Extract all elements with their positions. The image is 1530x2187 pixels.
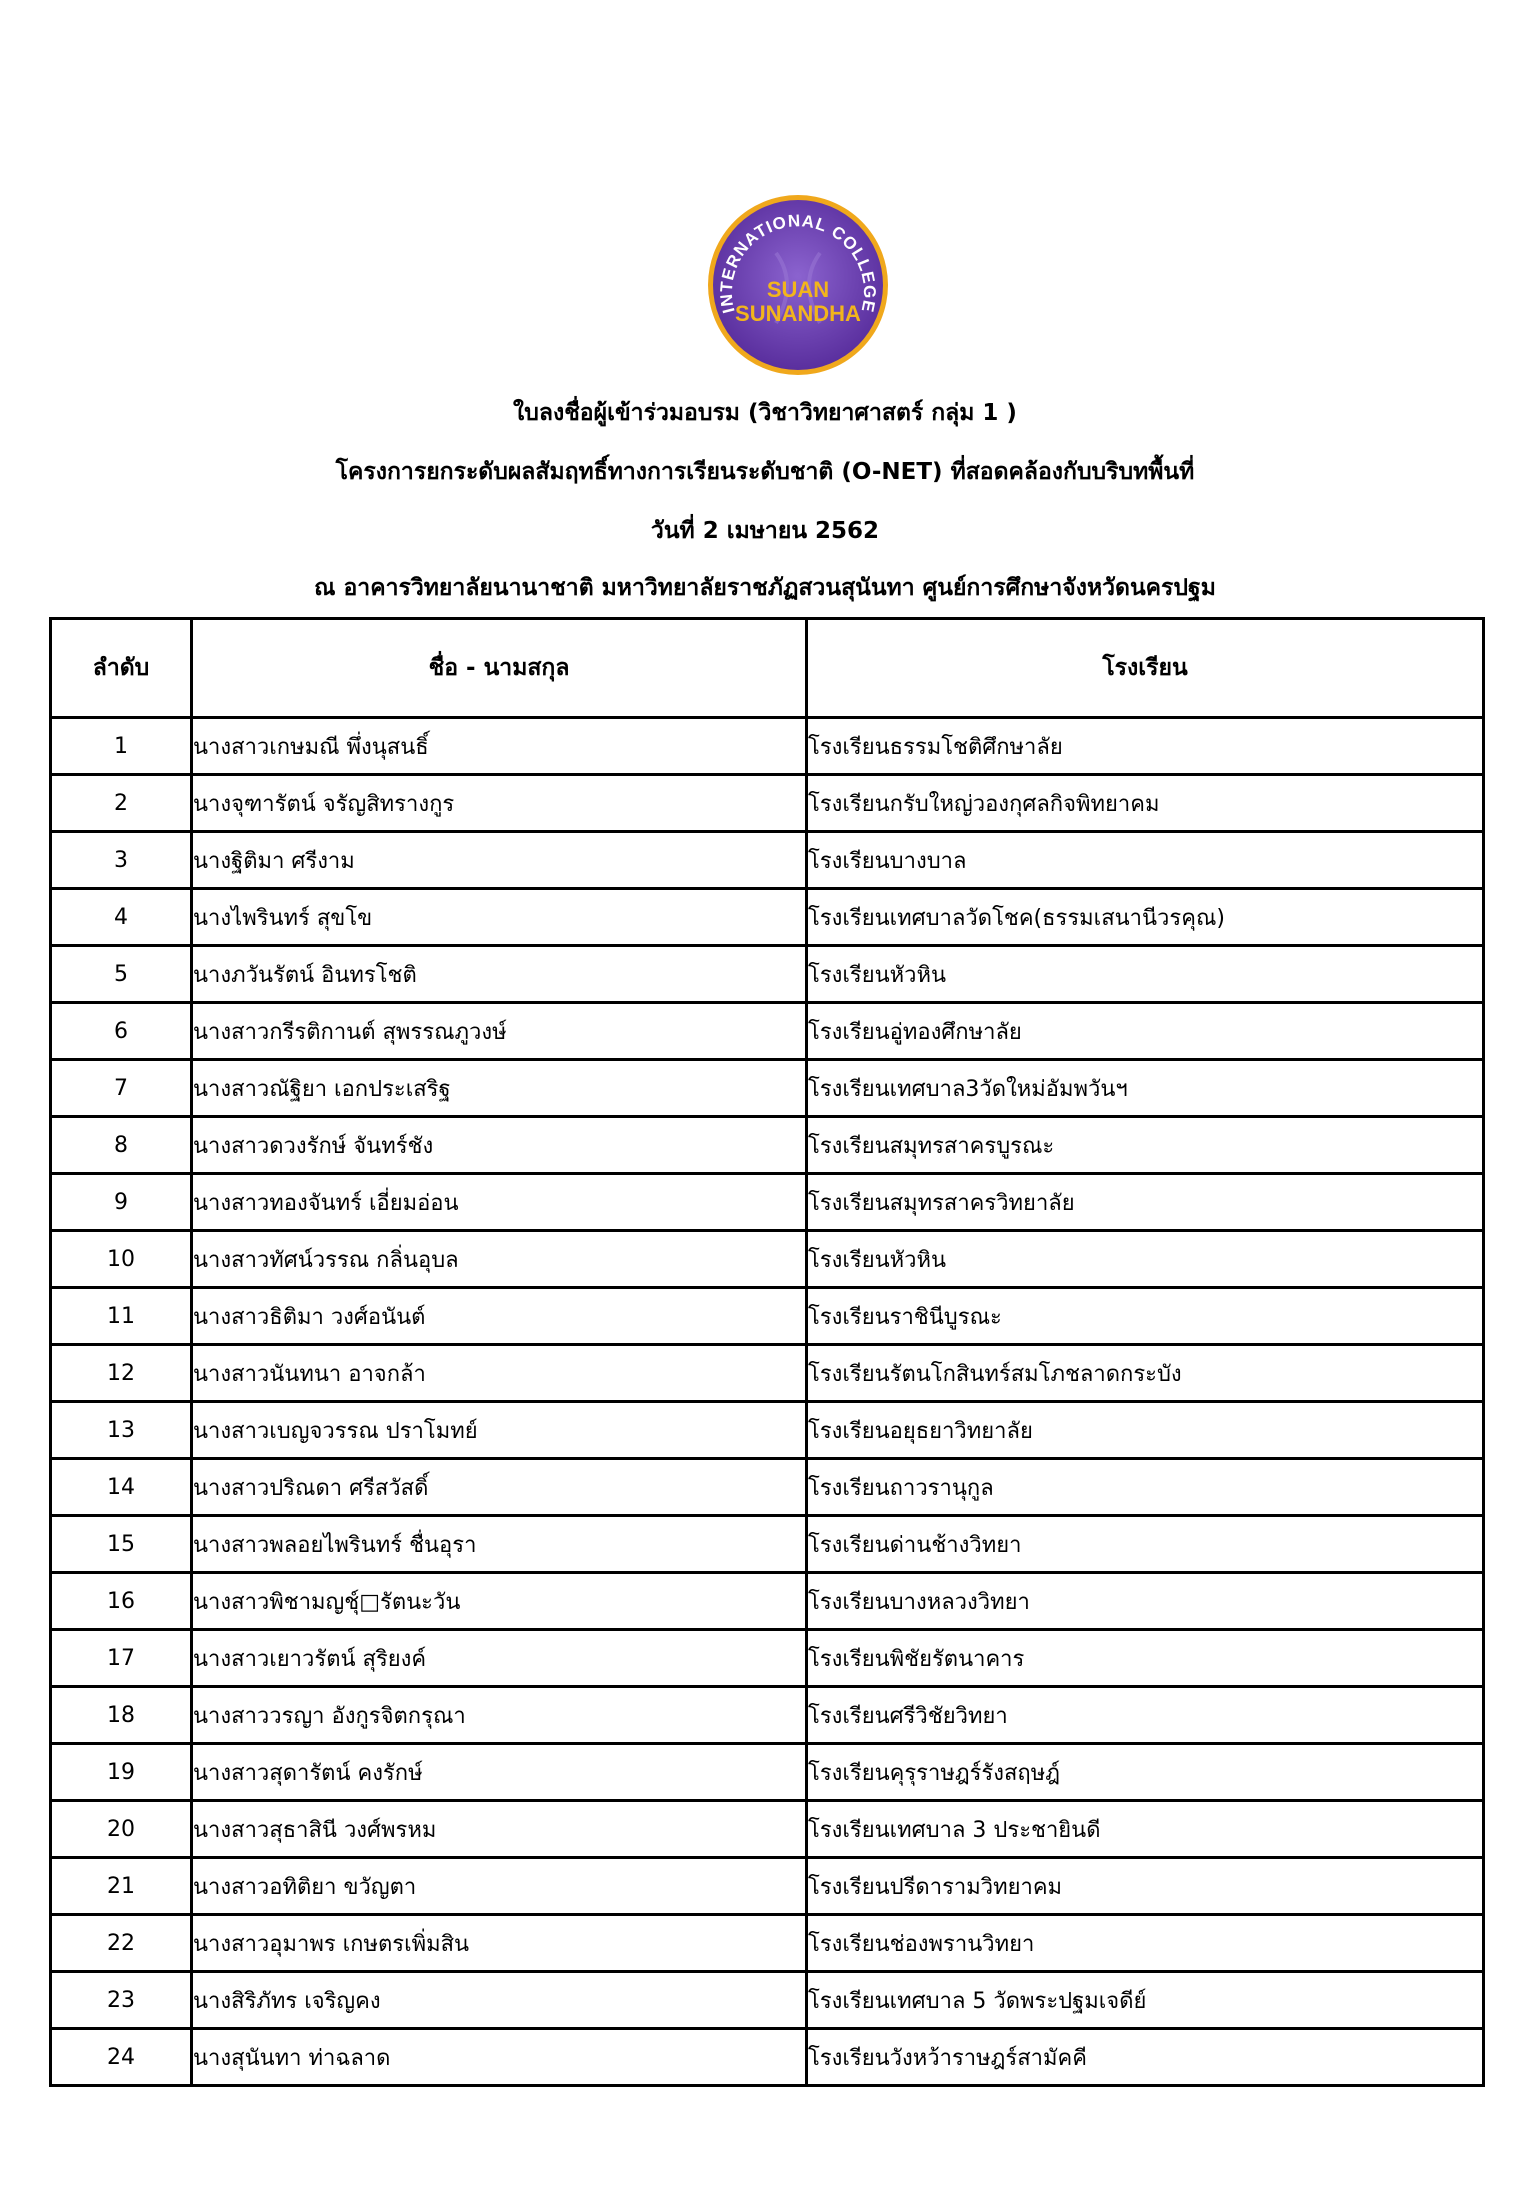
table-row <box>51 1573 1484 1630</box>
column-header-no: ลำดับ <box>51 619 192 718</box>
table-row <box>51 1345 1484 1402</box>
svg-text:INTERNATIONAL COLLEGE: INTERNATIONAL COLLEGE <box>716 211 880 316</box>
attendee-name: นางภวันรัตน์ อินทรโชติ <box>192 946 807 1003</box>
row-number: 2 <box>51 775 192 832</box>
event-venue: ณ อาคารวิทยาลัยนานาชาติ มหาวิทยาลัยราชภัฏสวนสุนันทา ศูนย์การศึกษาจังหวัดนครปฐม <box>314 575 1216 601</box>
table-row <box>51 775 1484 832</box>
row-number: 12 <box>51 1345 192 1402</box>
attendee-name: นางจุฑารัตน์ จรัญสิทรางกูร <box>192 775 807 832</box>
attendee-name: นางสาวพิชามญชุ์□รัตนะวัน <box>192 1573 807 1630</box>
school-name: โรงเรียนบางบาล <box>807 832 1484 889</box>
row-number: 5 <box>51 946 192 1003</box>
school-name: โรงเรียนเทศบาล 3 ประชายินดี <box>807 1801 1484 1858</box>
table-row <box>51 1402 1484 1459</box>
school-name: โรงเรียนบางหลวงวิทยา <box>807 1573 1484 1630</box>
attendee-name: นางสาวปริณดา ศรีสวัสดิ์ <box>192 1459 807 1516</box>
project-name: โครงการยกระดับผลสัมฤทธิ์ทางการเรียนระดับชาติ (O-NET) ที่สอดคล้องกับบริบทพื้นที่ <box>335 459 1195 485</box>
school-name: โรงเรียนศรีวิชัยวิทยา <box>807 1687 1484 1744</box>
row-number: 4 <box>51 889 192 946</box>
table-row <box>51 1117 1484 1174</box>
attendee-name: นางสาวเบญจวรรณ ปราโมทย์ <box>192 1402 807 1459</box>
attendee-name: นางสาวนันทนา อาจกล้า <box>192 1345 807 1402</box>
row-number: 24 <box>51 2029 192 2086</box>
row-number: 10 <box>51 1231 192 1288</box>
college-logo <box>706 193 890 377</box>
row-number: 20 <box>51 1801 192 1858</box>
column-header-name: ชื่อ - นามสกุล <box>192 619 807 718</box>
school-name: โรงเรียนสมุทรสาครบูรณะ <box>807 1117 1484 1174</box>
attendee-name: นางสาวทัศน์วรรณ กลิ่นอุบล <box>192 1231 807 1288</box>
table-row <box>51 1801 1484 1858</box>
row-number: 7 <box>51 1060 192 1117</box>
table-header-row <box>51 619 1484 718</box>
attendee-name: นางสาวอทิติยา ขวัญตา <box>192 1858 807 1915</box>
school-name: โรงเรียนปรีดารามวิทยาคม <box>807 1858 1484 1915</box>
table-row <box>51 1459 1484 1516</box>
attendee-name: นางสาวเยาวรัตน์ สุริยงค์ <box>192 1630 807 1687</box>
table-row <box>51 832 1484 889</box>
school-name: โรงเรียนสมุทรสาครวิทยาลัย <box>807 1174 1484 1231</box>
table-row <box>51 1231 1484 1288</box>
svg-text:SUAN: SUAN <box>766 277 830 302</box>
row-number: 23 <box>51 1972 192 2029</box>
school-name: โรงเรียนวังหว้าราษฎร์สามัคคี <box>807 2029 1484 2086</box>
table-row <box>51 946 1484 1003</box>
column-header-school: โรงเรียน <box>807 619 1484 718</box>
row-number: 16 <box>51 1573 192 1630</box>
row-number: 6 <box>51 1003 192 1060</box>
table-row <box>51 1744 1484 1801</box>
attendee-name: นางสาวสุดารัตน์ คงรักษ์ <box>192 1744 807 1801</box>
table-row <box>51 1003 1484 1060</box>
attendee-name: นางไพรินทร์ สุขโข <box>192 889 807 946</box>
row-number: 19 <box>51 1744 192 1801</box>
table-row <box>51 1060 1484 1117</box>
attendee-name: นางสิริภัทร เจริญคง <box>192 1972 807 2029</box>
attendee-name: นางสาวธิติมา วงศ์อนันต์ <box>192 1288 807 1345</box>
school-name: โรงเรียนเทศบาล3วัดใหม่อัมพวันฯ <box>807 1060 1484 1117</box>
school-name: โรงเรียนช่องพรานวิทยา <box>807 1915 1484 1972</box>
table-row <box>51 718 1484 775</box>
school-name: โรงเรียนอู่ทองศึกษาลัย <box>807 1003 1484 1060</box>
attendee-name: นางสาวสุธาสินี วงศ์พรหม <box>192 1801 807 1858</box>
row-number: 9 <box>51 1174 192 1231</box>
row-number: 1 <box>51 718 192 775</box>
school-name: โรงเรียนอยุธยาวิทยาลัย <box>807 1402 1484 1459</box>
attendee-name: นางสาวกรีรติกานต์ สุพรรณภูวงษ์ <box>192 1003 807 1060</box>
table-row <box>51 1915 1484 1972</box>
table-row <box>51 1687 1484 1744</box>
table-row <box>51 1516 1484 1573</box>
school-name: โรงเรียนถาวรานุกูล <box>807 1459 1484 1516</box>
attendee-name: นางสาวดวงรักษ์ จันทร์ชัง <box>192 1117 807 1174</box>
attendee-name: นางสุนันทา ท่าฉลาด <box>192 2029 807 2086</box>
row-number: 3 <box>51 832 192 889</box>
school-name: โรงเรียนราชินีบูรณะ <box>807 1288 1484 1345</box>
row-number: 22 <box>51 1915 192 1972</box>
school-name: โรงเรียนธรรมโชติศึกษาลัย <box>807 718 1484 775</box>
row-number: 8 <box>51 1117 192 1174</box>
table-row <box>51 889 1484 946</box>
row-number: 18 <box>51 1687 192 1744</box>
school-name: โรงเรียนคุรุราษฎร์รังสฤษฎ์ <box>807 1744 1484 1801</box>
school-name: โรงเรียนรัตนโกสินทร์สมโภชลาดกระบัง <box>807 1345 1484 1402</box>
attendee-table <box>49 617 1485 2087</box>
table-row <box>51 1972 1484 2029</box>
row-number: 17 <box>51 1630 192 1687</box>
table-row <box>51 2029 1484 2086</box>
attendee-name: นางสาววรญา อังกูรจิตกรุณา <box>192 1687 807 1744</box>
row-number: 11 <box>51 1288 192 1345</box>
row-number: 13 <box>51 1402 192 1459</box>
attendee-name: นางสาวณัฐิยา เอกประเสริฐ <box>192 1060 807 1117</box>
table-row <box>51 1630 1484 1687</box>
attendee-name: นางสาวพลอยไพรินทร์ ชื่นอุรา <box>192 1516 807 1573</box>
attendee-name: นางสาวเกษมณี พึ่งนุสนธิ์ <box>192 718 807 775</box>
attendee-name: นางสาวอุมาพร เกษตรเพิ่มสิน <box>192 1915 807 1972</box>
table-row <box>51 1288 1484 1345</box>
attendee-name: นางสาวทองจันทร์ เอี่ยมอ่อน <box>192 1174 807 1231</box>
table-row <box>51 1858 1484 1915</box>
table-row <box>51 1174 1484 1231</box>
school-name: โรงเรียนด่านช้างวิทยา <box>807 1516 1484 1573</box>
row-number: 21 <box>51 1858 192 1915</box>
row-number: 15 <box>51 1516 192 1573</box>
school-name: โรงเรียนกรับใหญ่วองกุศลกิจพิทยาคม <box>807 775 1484 832</box>
school-name: โรงเรียนหัวหิน <box>807 946 1484 1003</box>
school-name: โรงเรียนหัวหิน <box>807 1231 1484 1288</box>
event-date: วันที่ 2 เมษายน 2562 <box>650 518 880 544</box>
svg-text:SUNANDHA: SUNANDHA <box>735 301 861 326</box>
school-name: โรงเรียนพิชัยรัตนาคาร <box>807 1630 1484 1687</box>
attendee-name: นางฐิติมา ศรีงาม <box>192 832 807 889</box>
row-number: 14 <box>51 1459 192 1516</box>
document-title: ใบลงชื่อผู้เข้าร่วมอบรม (วิชาวิทยาศาสตร์ กลุ่ม 1 ) <box>513 400 1017 426</box>
school-name: โรงเรียนเทศบาลวัดโชค(ธรรมเสนานีวรคุณ) <box>807 889 1484 946</box>
school-name: โรงเรียนเทศบาล 5 วัดพระปฐมเจดีย์ <box>807 1972 1484 2029</box>
